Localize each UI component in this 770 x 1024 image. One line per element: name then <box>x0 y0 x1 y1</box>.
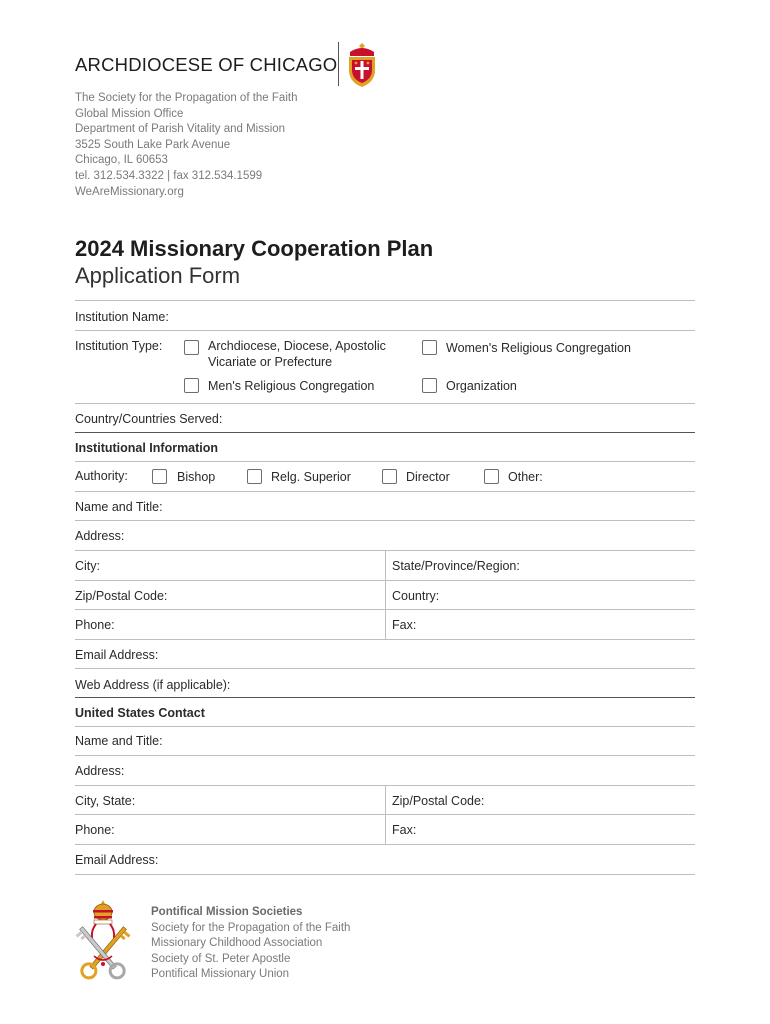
footer-line: Pontifical Missionary Union <box>151 968 290 981</box>
address-line: Chicago, IL 60653 <box>75 154 168 167</box>
form-subtitle: Application Form <box>75 263 241 288</box>
organization-label: Organization <box>446 379 517 393</box>
column-divider <box>385 785 386 845</box>
papal-keys-crest-icon <box>72 898 134 990</box>
divider <box>75 491 695 492</box>
phone-field-label: Phone: <box>75 618 115 632</box>
org-name: ARCHDIOCESE OF CHICAGO <box>75 54 338 75</box>
other-label: Other: <box>508 470 543 484</box>
address-phone-line: tel. 312.534.3322 | fax 312.534.1599 <box>75 169 263 182</box>
country-field-label: Country: <box>392 589 440 603</box>
us-email-field-label: Email Address: <box>75 853 159 867</box>
organization-checkbox[interactable] <box>422 378 437 393</box>
us-fax-field-label: Fax: <box>392 823 417 837</box>
logo-divider <box>338 42 339 86</box>
relg-superior-label: Relg. Superior <box>271 470 351 484</box>
footer-line: Society of St. Peter Apostle <box>151 952 291 965</box>
state-field-label: State/Province/Region: <box>392 559 520 573</box>
address-line: The Society for the Propagation of the Faith <box>75 92 298 104</box>
footer-societies <box>151 905 350 983</box>
divider <box>75 668 695 669</box>
form-title: 2024 Missionary Cooperation Plan <box>75 236 434 261</box>
us-contact-heading: United States Contact <box>75 706 205 720</box>
other-checkbox[interactable] <box>484 469 499 484</box>
us-address-field-label: Address: <box>75 764 125 778</box>
womens-congregation-label: Women's Religious Congregation <box>446 341 631 355</box>
footer-line: Missionary Childhood Association <box>151 937 323 950</box>
us-phone-field-label: Phone: <box>75 823 115 837</box>
footer-line: Society for the Propagation of the Faith <box>151 921 351 934</box>
divider <box>75 874 695 875</box>
divider <box>75 403 695 404</box>
authority-label: Authority: <box>75 469 128 483</box>
divider <box>75 726 695 727</box>
archdiocese-option-label: Archdiocese, Diocese, Apostolic <box>208 339 386 353</box>
archdiocese-checkbox[interactable] <box>184 340 199 355</box>
web-field-label: Web Address (if applicable): <box>75 678 231 692</box>
us-name-title-field-label: Name and Title: <box>75 734 163 748</box>
section-divider <box>75 697 695 698</box>
name-title-field-label: Name and Title: <box>75 500 163 514</box>
divider <box>75 461 695 462</box>
divider <box>75 580 695 581</box>
section-divider <box>75 432 695 433</box>
bishop-label: Bishop <box>177 470 216 484</box>
relg-superior-checkbox[interactable] <box>247 469 262 484</box>
zip-field-label: Zip/Postal Code: <box>75 589 168 603</box>
divider <box>75 639 695 640</box>
us-zip-field-label: Zip/Postal Code: <box>392 794 485 808</box>
countries-served-label: Country/Countries Served: <box>75 412 223 426</box>
divider <box>75 330 695 331</box>
divider <box>75 755 695 756</box>
womens-congregation-checkbox[interactable] <box>422 340 437 355</box>
city-field-label: City: <box>75 559 100 573</box>
divider <box>75 300 695 301</box>
address-website-line: WeAreMissionary.org <box>75 185 184 198</box>
divider <box>75 520 695 521</box>
org-address <box>75 91 297 200</box>
mens-congregation-label: Men's Religious Congregation <box>208 379 375 393</box>
footer-title: Pontifical Mission Societies <box>151 906 303 918</box>
director-checkbox[interactable] <box>382 469 397 484</box>
institution-type-label: Institution Type: <box>75 339 163 353</box>
director-label: Director <box>406 470 450 484</box>
divider <box>75 609 695 610</box>
email-field-label: Email Address: <box>75 648 159 662</box>
us-city-state-field-label: City, State: <box>75 794 136 808</box>
address-field-label: Address: <box>75 529 125 543</box>
mens-congregation-checkbox[interactable] <box>184 378 199 393</box>
divider <box>75 844 695 845</box>
column-divider <box>385 550 386 640</box>
bishop-checkbox[interactable] <box>152 469 167 484</box>
archdiocese-crest-icon <box>344 42 380 88</box>
institutional-info-heading: Institutional Information <box>75 441 219 455</box>
address-line: 3525 South Lake Park Avenue <box>75 138 231 151</box>
divider <box>75 814 695 815</box>
address-line: Department of Parish Vitality and Mission <box>75 123 286 136</box>
address-line: Global Mission Office <box>75 107 184 120</box>
institution-name-label: Institution Name: <box>75 310 169 324</box>
archdiocese-option-label-line2: Vicariate or Prefecture <box>208 355 333 369</box>
fax-field-label: Fax: <box>392 618 417 632</box>
